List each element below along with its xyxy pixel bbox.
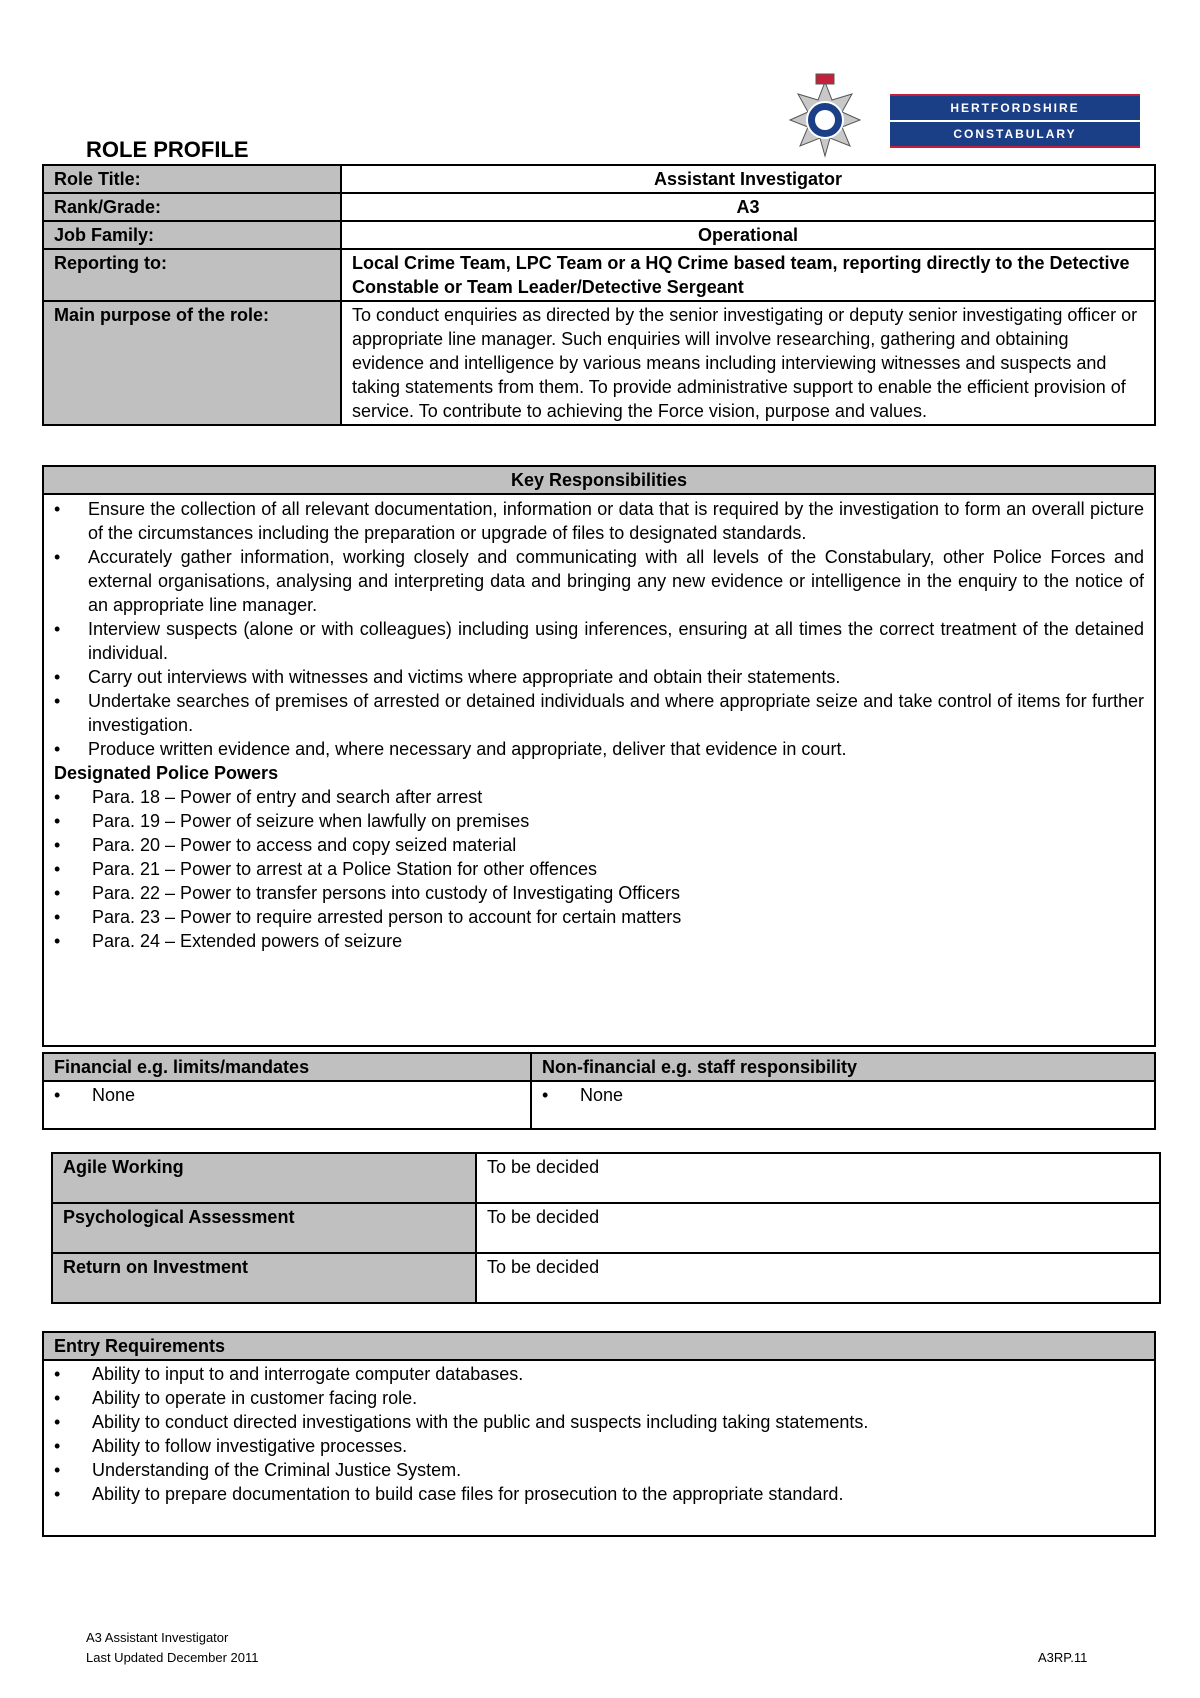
- rank-value: A3: [341, 193, 1155, 221]
- agile-working-value: To be decided: [476, 1153, 1160, 1203]
- entry-requirements-heading: Entry Requirements: [43, 1332, 1155, 1360]
- powers-list: [44, 785, 1144, 953]
- agile-working-label: Agile Working: [52, 1153, 476, 1203]
- financial-table: [42, 1052, 1156, 1130]
- reporting-value: Local Crime Team, LPC Team or a HQ Crime based team, reporting directly to the Detective Constable or Team Leader/Detective Sergeant: [341, 249, 1155, 301]
- entry-requirements-table: [42, 1331, 1156, 1537]
- job-family-label: Job Family:: [43, 221, 341, 249]
- list-item: • Accurately gather information, working closely and communicating with all levels of the Constabulary, other Police Forces and external organisations, analysing and interpreting data and bringing any new evidence or intelligence in the enquiry to the notice of an appropriate line manager.: [44, 545, 1144, 617]
- list-item: • Carry out interviews with witnesses and victims where appropriate and obtain their statements.: [44, 665, 1144, 689]
- crest-icon: [780, 72, 870, 162]
- table-row: [43, 165, 1155, 193]
- role-title-value: Assistant Investigator: [341, 165, 1155, 193]
- financial-cell: [43, 1081, 531, 1129]
- list-item: • Para. 24 – Extended powers of seizure: [44, 929, 1144, 953]
- financial-heading: Financial e.g. limits/mandates: [43, 1053, 531, 1081]
- responsibilities-heading: Key Responsibilities: [43, 466, 1155, 494]
- list-item: • Ability to prepare documentation to build case files for prosecution to the appropriate standard.: [44, 1482, 1144, 1506]
- entry-requirements-list: [44, 1362, 1144, 1506]
- psychological-assessment-label: Psychological Assessment: [52, 1203, 476, 1253]
- return-on-investment-label: Return on Investment: [52, 1253, 476, 1303]
- powers-heading: Designated Police Powers: [54, 763, 279, 783]
- logo-line2: CONSTABULARY: [890, 122, 1140, 148]
- footer-line1: A3 Assistant Investigator: [86, 1630, 229, 1645]
- list-item: • Ensure the collection of all relevant documentation, information or data that is required by the investigation to form an overall picture of the circumstances including the preparation or upgrade of files to designated standards.: [44, 497, 1144, 545]
- table-row: [43, 193, 1155, 221]
- reporting-label: Reporting to:: [43, 249, 341, 301]
- return-on-investment-value: To be decided: [476, 1253, 1160, 1303]
- list-item: • Understanding of the Criminal Justice System.: [44, 1458, 1144, 1482]
- page-title: ROLE PROFILE: [86, 137, 249, 162]
- responsibilities-table: [42, 465, 1156, 1047]
- job-family-value: Operational: [341, 221, 1155, 249]
- list-item: • Ability to operate in customer facing role.: [44, 1386, 1144, 1410]
- list-item: • Para. 20 – Power to access and copy seized material: [44, 833, 1144, 857]
- list-item: • Ability to follow investigative processes.: [44, 1434, 1144, 1458]
- table-row: [52, 1153, 1160, 1203]
- list-item: • Ability to conduct directed investigations with the public and suspects including taking statements.: [44, 1410, 1144, 1434]
- constabulary-logo: [780, 72, 1140, 162]
- table-row: [52, 1203, 1160, 1253]
- list-item: • Para. 18 – Power of entry and search after arrest: [44, 785, 1144, 809]
- list-item: • Para. 23 – Power to require arrested person to account for certain matters: [44, 905, 1144, 929]
- non-financial-cell: [531, 1081, 1155, 1129]
- list-item: • Undertake searches of premises of arrested or detained individuals and where appropriate seize and take control of items for further investigation.: [44, 689, 1144, 737]
- responsibilities-body: [43, 494, 1155, 1046]
- assessment-table: [51, 1152, 1161, 1304]
- psychological-assessment-value: To be decided: [476, 1203, 1160, 1253]
- list-item: • Para. 19 – Power of seizure when lawfully on premises: [44, 809, 1144, 833]
- non-financial-value: • None: [532, 1083, 1144, 1107]
- rank-label: Rank/Grade:: [43, 193, 341, 221]
- table-row: [43, 221, 1155, 249]
- purpose-label: Main purpose of the role:: [43, 301, 341, 425]
- footer-code: A3RP.11: [1038, 1650, 1088, 1665]
- purpose-value: To conduct enquiries as directed by the senior investigating or deputy senior investigating officer or appropriate line manager. Such enquiries will involve researching, gathering and obtaining evidence and intelligence by various means including interviewing witnesses and suspects and taking statements from them. To provide administrative support to enable the efficient provision of service. To contribute to achieving the Force vision, purpose and values.: [341, 301, 1155, 425]
- list-item: • Para. 21 – Power to arrest at a Police Station for other offences: [44, 857, 1144, 881]
- profile-table: [42, 164, 1156, 426]
- list-item: • Produce written evidence and, where necessary and appropriate, deliver that evidence in court.: [44, 737, 1144, 761]
- logo-line1: HERTFORDSHIRE: [890, 94, 1140, 120]
- list-item: • Para. 22 – Power to transfer persons into custody of Investigating Officers: [44, 881, 1144, 905]
- list-item: • Ability to input to and interrogate computer databases.: [44, 1362, 1144, 1386]
- table-row: [43, 301, 1155, 425]
- list-item: • Interview suspects (alone or with colleagues) including using inferences, ensuring at all times the correct treatment of the detained individual.: [44, 617, 1144, 665]
- role-title-label: Role Title:: [43, 165, 341, 193]
- financial-value: • None: [44, 1083, 520, 1107]
- non-financial-heading: Non-financial e.g. staff responsibility: [531, 1053, 1155, 1081]
- entry-requirements-body: [43, 1360, 1155, 1536]
- table-row: [52, 1253, 1160, 1303]
- footer-line2: Last Updated December 2011: [86, 1650, 259, 1665]
- table-row: [43, 249, 1155, 301]
- responsibilities-list: [44, 497, 1144, 761]
